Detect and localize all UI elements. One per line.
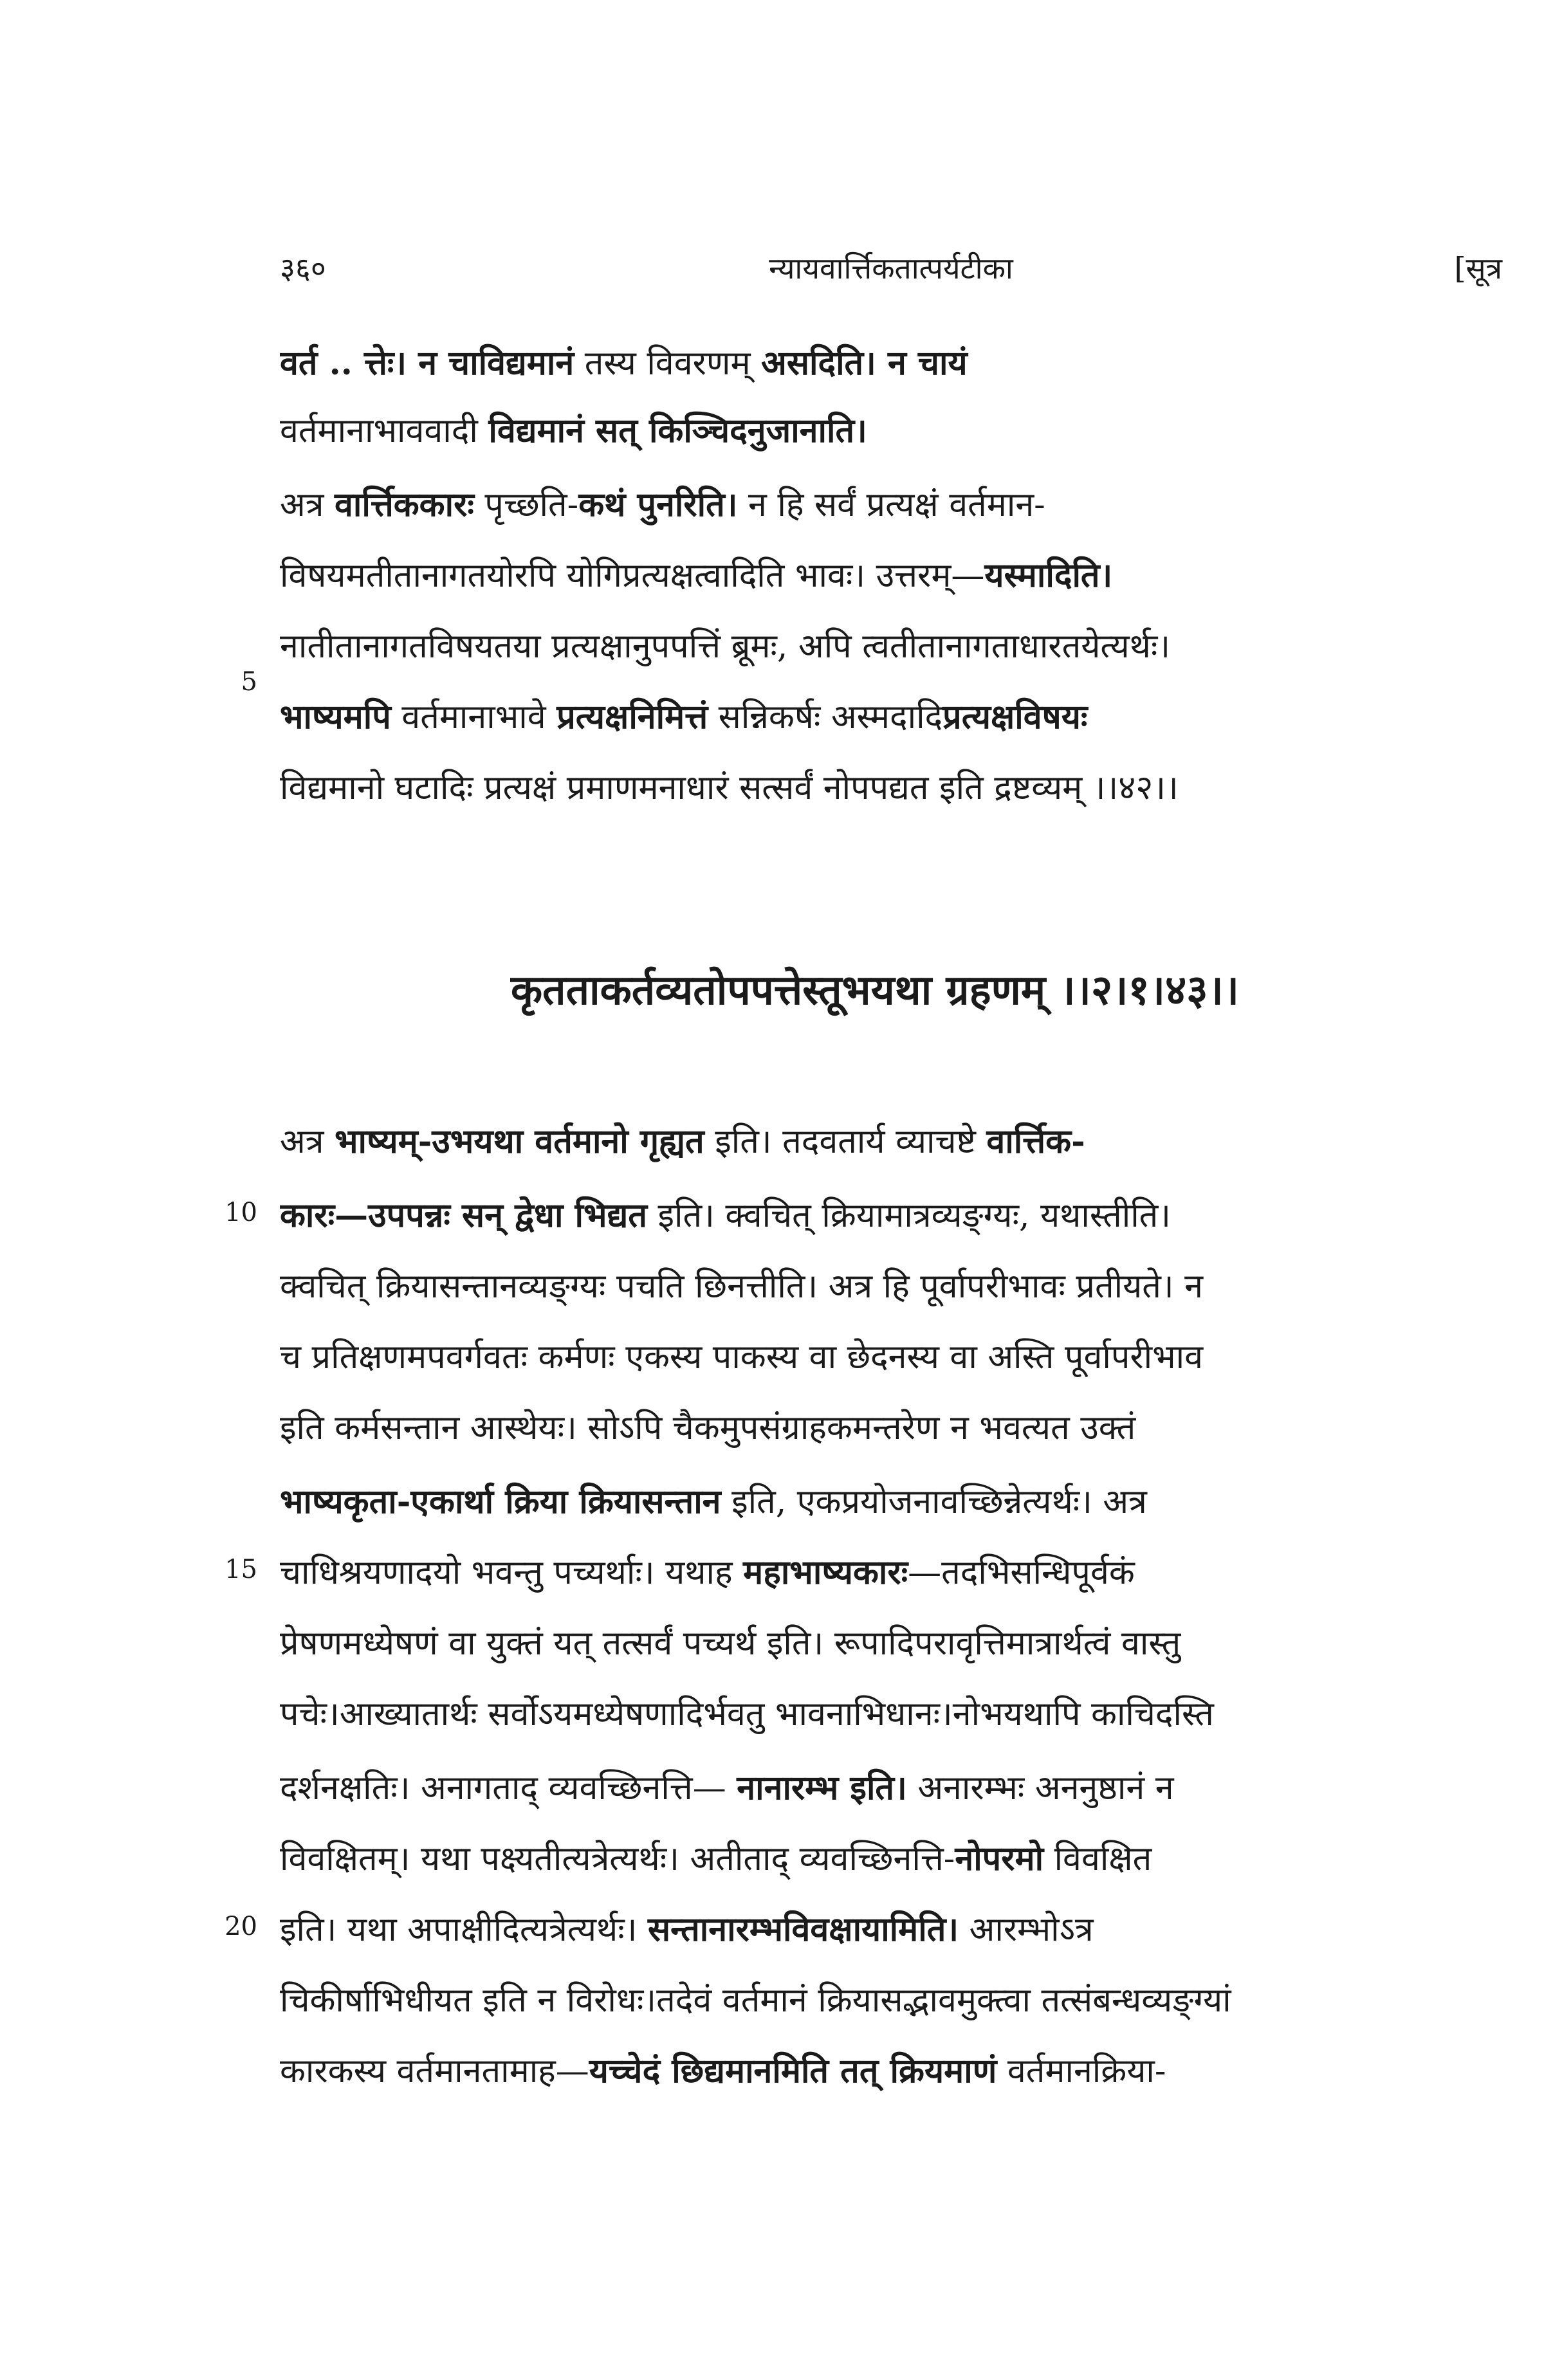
text-line: च प्रतिक्षणमपवर्गवतः कर्मणः एकस्य पाकस्य वा छेदनस्य वा अस्ति पूर्वापरीभाव — [280, 1338, 1204, 1377]
text-line: वर्तमानाभाववादी विद्यमानं सत् किञ्चिदनुजानाति। — [280, 411, 867, 450]
text-line: विद्यमानो घटादिः प्रत्यक्षं प्रमाणमनाधारं सत्सर्वं नोपपद्यत इति द्रष्टव्यम् ।।४२।। — [280, 769, 1179, 807]
text-line: नातीतानागतविषयतया प्रत्यक्षानुपपत्तिं ब्रूमः, अपि त्वतीतानागताधारतयेत्यर्थः। — [280, 627, 1171, 666]
text-line: इति कर्मसन्तान आस्थेयः। सोऽपि चैकमुपसंग्राहकमन्तरेण न भवत्यत उक्तं — [280, 1409, 1136, 1447]
text-line: भाष्यमपि वर्तमानाभावे प्रत्यक्षनिमित्तं सन्निकर्षः अस्मदादिप्रत्यक्षविषयः — [280, 697, 1088, 737]
text-line: विवक्षितम्। यथा पक्ष्यतीत्यत्रेत्यर्थः। अतीताद् व्यवच्छिनत्ति-नोपरमो विवक्षित — [280, 1839, 1152, 1878]
line-number: 15 — [225, 1555, 257, 1584]
line-number: 20 — [225, 1912, 257, 1941]
text-line: विषयमतीतानागतयोरपि योगिप्रत्यक्षत्वादिति भावः। उत्तरम्—यस्मादिति। — [280, 556, 1113, 595]
text-line: अत्र वार्त्तिककारः पृच्छति-कथं पुनरिति। न हि सर्वं प्रत्यक्षं वर्तमान- — [280, 485, 1045, 524]
text-line: चिकीर्षाभिधीयत इति न विरोधः।तदेवं वर्तमानं क्रियासद्भावमुक्त्वा तत्संबन्धव्यङ्ग्यां — [280, 1981, 1231, 2020]
text-line: चाधिश्रयणादयो भवन्तु पच्यर्थाः। यथाह महाभाष्यकारः—तदभिसन्धिपूर्वकं — [280, 1553, 1135, 1592]
text-line: इति। यथा अपाक्षीदित्यत्रेत्यर्थः। सन्तानारम्भविवक्षायामिति। आरम्भोऽत्र — [280, 1910, 1094, 1949]
text-line: क्वचित् क्रियासन्तानव्यङ्ग्यः पचति छिनत्तीति। अत्र हि पूर्वापरीभावः प्रतीयते। न — [280, 1267, 1203, 1306]
page-number: ३६० — [280, 251, 326, 286]
text-line: वर्त .. त्तेः। न चाविद्यमानं तस्य विवरणम् असदिति। न चायं — [280, 343, 968, 383]
text-line: कारः—उपपन्नः सन् द्वेधा भिद्यत इति। क्वचित् क्रियामात्रव्यङ्ग्यः, यथास्तीति। — [280, 1196, 1172, 1235]
page-header — [280, 248, 1502, 299]
text-line: भाष्यकृता-एकार्था क्रिया क्रियासन्तान इति, एकप्रयोजनावच्छिन्नेत्यर्थः। अत्र — [280, 1482, 1147, 1521]
text-line: अत्र भाष्यम्-उभयथा वर्तमानो गृह्यत इति। तदवतार्य व्याचष्टे वार्त्तिक- — [280, 1122, 1085, 1161]
running-title: न्यायवार्त्तिकतात्पर्यटीका — [769, 251, 1013, 286]
text-line: पचेः।आख्यातार्थः सर्वोऽयमध्येषणादिर्भवतु भावनाभिधानः।नोभयथापि काचिदस्ति — [280, 1695, 1214, 1734]
sutra-heading: कृतताकर्तव्यतोपपत्तेस्तूभयथा ग्रहणम् ।।२।१।४३।। — [510, 966, 1240, 1014]
text-line: प्रेषणमध्येषणं वा युक्तं यत् तत्सर्वं पच्यर्थ इति। रूपादिपरावृत्तिमात्रार्थत्वं वास्तु — [280, 1624, 1181, 1663]
text-line: दर्शनक्षतिः। अनागताद् व्यवच्छिनत्ति— नानारम्भ इति। अनारम्भः अननुष्ठानं न — [280, 1768, 1174, 1808]
section-marker: [सूत्र — [1454, 251, 1502, 286]
line-number: 5 — [241, 667, 257, 697]
text-line: कारकस्य वर्तमानतामाह—यच्चेदं छिद्यमानमिति तत् क्रियमाणं वर्तमानक्रिया- — [280, 2051, 1166, 2091]
line-number: 10 — [225, 1198, 257, 1227]
